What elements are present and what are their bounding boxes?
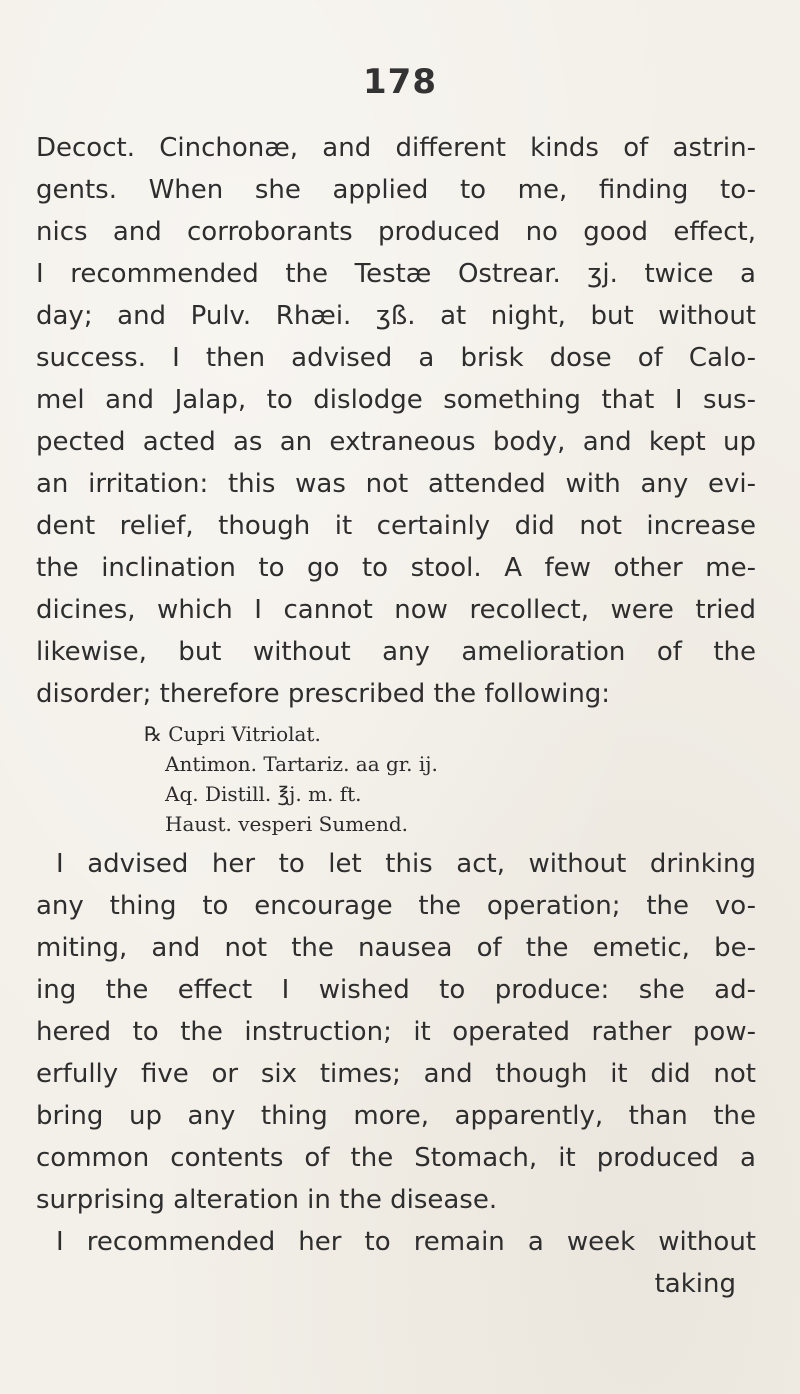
text-line: I recommended her to remain a week without [56, 1227, 756, 1257]
catchword: taking [654, 1269, 736, 1299]
text-line: mel and Jalap, to dislodge something that I sus- [36, 385, 756, 415]
text-line: nics and corroborants produced no good effect, [36, 217, 756, 247]
text-line: day; and Pulv. Rhæi. ʒß. at night, but without [36, 301, 756, 331]
text-line: the inclination to go to stool. A few other me- [36, 553, 756, 583]
body-text [36, 127, 756, 1305]
text-line: Decoct. Cinchonæ, and different kinds of astrin- [36, 133, 756, 163]
text-line: any thing to encourage the operation; the vo- [36, 891, 756, 921]
text-line: hered to the instruction; it operated rather pow- [36, 1017, 756, 1047]
text-line: ing the effect I wished to produce: she ad- [36, 975, 756, 1005]
text-line: erfully five or six times; and though it did not [36, 1059, 756, 1089]
prescription-line: Antimon. Tartariz. aa gr. ij. [165, 752, 438, 776]
text-line: miting, and not the nausea of the emetic, be- [36, 933, 756, 963]
prescription-line: ℞ Cupri Vitriolat. [144, 722, 321, 746]
text-line: common contents of the Stomach, it produced a [36, 1143, 756, 1173]
prescription-line: Aq. Distill. ℥j. m. ft. [165, 782, 362, 806]
text-line: I advised her to let this act, without drinking [56, 849, 756, 879]
text-line: an irritation: this was not attended with any evi- [36, 469, 756, 499]
prescription-line: Haust. vesperi Sumend. [165, 812, 409, 836]
text-line: likewise, but without any amelioration of the [36, 637, 756, 667]
text-line: pected acted as an extraneous body, and kept up [36, 427, 756, 457]
text-line: dicines, which I cannot now recollect, were tried [36, 595, 756, 625]
prescription-block [36, 719, 756, 839]
text-line: I recommended the Testæ Ostrear. ʒj. twice a [36, 259, 756, 289]
text-line: success. I then advised a brisk dose of Calo- [36, 343, 756, 373]
text-line: gents. When she applied to me, finding to- [36, 175, 756, 205]
text-line: dent relief, though it certainly did not increase [36, 511, 756, 541]
text-line: surprising alteration in the disease. [36, 1185, 498, 1215]
text-line: disorder; therefore prescribed the following: [36, 679, 611, 709]
page-number: 178 [363, 62, 437, 102]
text-line: bring up any thing more, apparently, than the [36, 1101, 756, 1131]
